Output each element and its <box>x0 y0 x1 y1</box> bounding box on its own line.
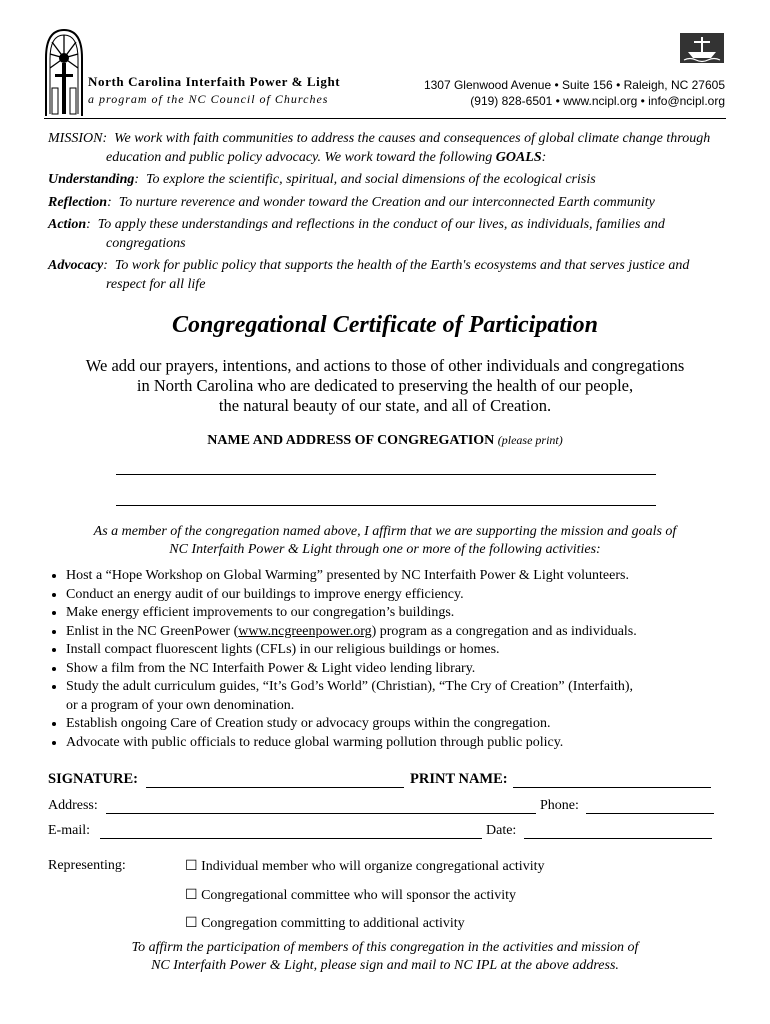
ncgreenpower-link[interactable]: www.ncgreenpower.org <box>238 623 372 639</box>
council-ship-logo <box>680 33 724 63</box>
congregation-name-line[interactable] <box>116 474 656 475</box>
list-item: • Establish ongoing Care of Creation study or advocacy groups within the congregation. <box>66 715 756 734</box>
closing-instructions <box>40 939 730 975</box>
address-line: 1307 Glenwood Avenue • Suite 156 • Raleigh, NC 27605 <box>423 78 725 92</box>
phone-line[interactable] <box>586 813 714 814</box>
goal-reflection: Reflection: To nurture reverence and wonder toward the Creation and our interconnected Earth community <box>48 194 655 210</box>
mission-section <box>48 130 728 298</box>
list-item: • Show a film from the NC Interfaith Power & Light video lending library. <box>66 660 756 679</box>
affirmation-text <box>40 523 730 559</box>
signature-label: SIGNATURE: <box>48 771 138 787</box>
activities-list <box>48 567 756 752</box>
list-item: • Host a “Hope Workshop on Global Warming” presented by NC Interfaith Power & Light volunteers. <box>66 567 756 586</box>
affirm-line: As a member of the congregation named above, I affirm that we are supporting the mission and goals of <box>93 524 677 539</box>
mission-statement: MISSION: We work with faith communities to address the causes and consequences of global climate change through education and public policy advocacy. We work toward the following GOALS: <box>48 131 711 165</box>
list-item: • Make energy efficient improvements to our congregation’s buildings. <box>66 604 756 623</box>
intro-text <box>40 356 730 416</box>
email-line[interactable] <box>100 838 482 839</box>
intro-line: in North Carolina who are dedicated to preserving the health of our people, <box>136 376 634 395</box>
phone-label: Phone: <box>540 798 579 813</box>
option-individual[interactable]: ☐ Individual member who will organize congregational activity <box>185 859 545 874</box>
intro-line: We add our prayers, intentions, and actions to those of other individuals and congregations <box>85 356 685 375</box>
option-congregation[interactable]: ☐ Congregation committing to additional activity <box>185 916 465 931</box>
address-line-field[interactable] <box>106 813 536 814</box>
signature-line[interactable] <box>146 787 404 788</box>
address-label: Address: <box>48 798 98 813</box>
list-item: • Conduct an energy audit of our buildings to improve energy efficiency. <box>66 586 756 605</box>
email-label: E-mail: <box>48 823 90 838</box>
intro-line: the natural beauty of our state, and all of Creation. <box>218 396 552 415</box>
list-item: • Enlist in the NC GreenPower (www.ncgreenpower.org) program as a congregation and as individuals. <box>66 623 756 642</box>
header-rule <box>44 118 726 119</box>
list-item: • Study the adult curriculum guides, “It’s God’s World” (Christian), “The Cry of Creation” (Interfaith), or a program of your own denomination. <box>66 678 756 715</box>
checkbox-icon[interactable]: ☐ <box>185 916 198 931</box>
page-title: Congregational Certificate of Participation <box>172 312 598 338</box>
date-label: Date: <box>486 823 517 838</box>
list-item: • Install compact fluorescent lights (CFLs) in our religious buildings or homes. <box>66 641 756 660</box>
print-name-line[interactable] <box>513 787 711 788</box>
org-subtitle: a program of the NC Council of Churches <box>88 92 329 106</box>
goal-advocacy: Advocacy: To work for public policy that supports the health of the Earth's ecosystems and that serves justice and respect for all life <box>48 258 690 292</box>
checkbox-icon[interactable]: ☐ <box>185 888 198 903</box>
goal-action: Action: To apply these understandings and reflections in the conduct of our lives, as individuals, families and congregations <box>48 217 665 251</box>
affirm-line: NC Interfaith Power & Light through one or more of the following activities: <box>169 542 601 557</box>
org-name: North Carolina Interfaith Power & Light <box>88 74 341 89</box>
date-line[interactable] <box>524 838 712 839</box>
closing-line: To affirm the participation of members of this congregation in the activities and mission of <box>131 940 639 955</box>
congregation-address-line[interactable] <box>116 505 656 506</box>
checkbox-icon[interactable]: ☐ <box>185 859 198 874</box>
option-committee[interactable]: ☐ Congregational committee who will sponsor the activity <box>185 888 517 903</box>
closing-line: NC Interfaith Power & Light, please sign and mail to NC IPL at the above address. <box>151 958 619 973</box>
goal-understanding: Understanding: To explore the scientific, spiritual, and social dimensions of the ecological crisis <box>48 172 596 187</box>
list-item: • Advocate with public officials to reduce global warming pollution through public policy. <box>66 734 756 753</box>
contact-line: (919) 828-6501 • www.ncipl.org • info@ncipl.org <box>470 93 725 108</box>
representing-label: Representing: <box>48 858 126 873</box>
contact-block <box>424 78 725 109</box>
print-name-label: PRINT NAME: <box>410 771 508 787</box>
congregation-name-heading: NAME AND ADDRESS OF CONGREGATION (please print) <box>207 433 563 448</box>
stained-glass-window-logo <box>44 28 84 118</box>
